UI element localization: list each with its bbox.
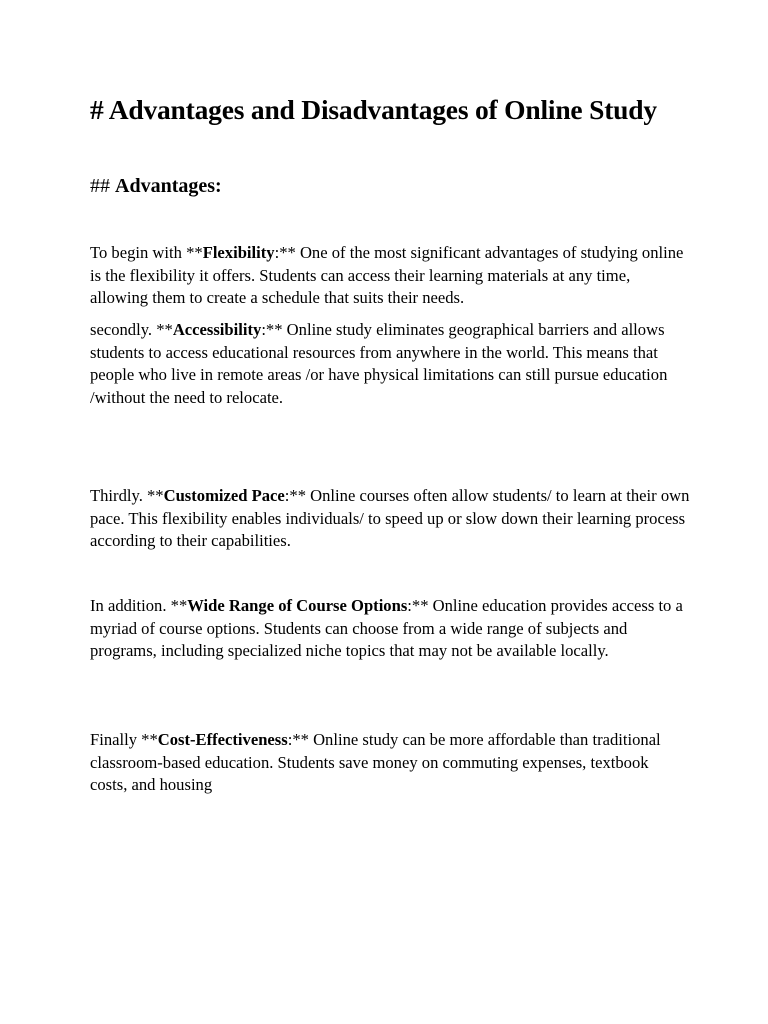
paragraph-mid: :** [274, 243, 300, 262]
paragraph-mid: :** [407, 596, 433, 615]
paragraph-lead: Thirdly. ** [90, 486, 164, 505]
paragraph-course-options [90, 595, 690, 663]
paragraph-lead: secondly. ** [90, 320, 173, 339]
section-heading-text: Advantages: [115, 175, 222, 197]
paragraph-mid: :** [284, 486, 311, 505]
paragraph-body: Online education provides access to a myriad of course options. Students can choose from a wide range of subjects and programs, including specialized niche topics that may not be available locally. [90, 596, 683, 661]
paragraph-lead: In addition. ** [90, 596, 188, 615]
paragraph-term: Cost-Effectiveness [157, 730, 288, 749]
paragraph-mid: :** [287, 730, 314, 749]
paragraph-body: Online study can be more affordable than traditional classroom-based education. Students save money on commuting expenses, textbook costs, and housing [90, 730, 661, 795]
paragraph-lead: To begin with ** [90, 243, 203, 262]
section-heading [90, 172, 222, 200]
document-title: # Advantages and Disadvantages of Online Study [90, 94, 657, 125]
paragraph-flexibility [90, 242, 690, 310]
paragraph-customized-pace [90, 485, 690, 553]
paragraph-term: Wide Range of Course Options [187, 596, 408, 615]
paragraph-lead: Finally ** [90, 730, 158, 749]
paragraph-body: Online study eliminates geographical barriers and allows students to access educational resources from anywhere in the world. This means that people who live in remote areas /or have physical limitations can still pursue education /without the need to relocate. [90, 320, 668, 408]
paragraph-term: Customized Pace [163, 486, 285, 505]
paragraph-term: Accessibility [172, 320, 262, 339]
section-heading-prefix: ## [90, 175, 115, 197]
paragraph-body: One of the most significant advantages of studying online is the flexibility it offers. Students can access their learning materials at any time, allowing them to create a schedule that suits their needs. [90, 243, 684, 308]
paragraph-mid: :** [261, 320, 287, 339]
paragraph-body: Online courses often allow students/ to learn at their own pace. This flexibility enables individuals/ to speed up or slow down their learning process according to their capabilities. [90, 486, 690, 551]
paragraph-term: Flexibility [202, 243, 275, 262]
paragraph-accessibility [90, 319, 690, 410]
paragraph-cost-effectiveness [90, 729, 690, 797]
